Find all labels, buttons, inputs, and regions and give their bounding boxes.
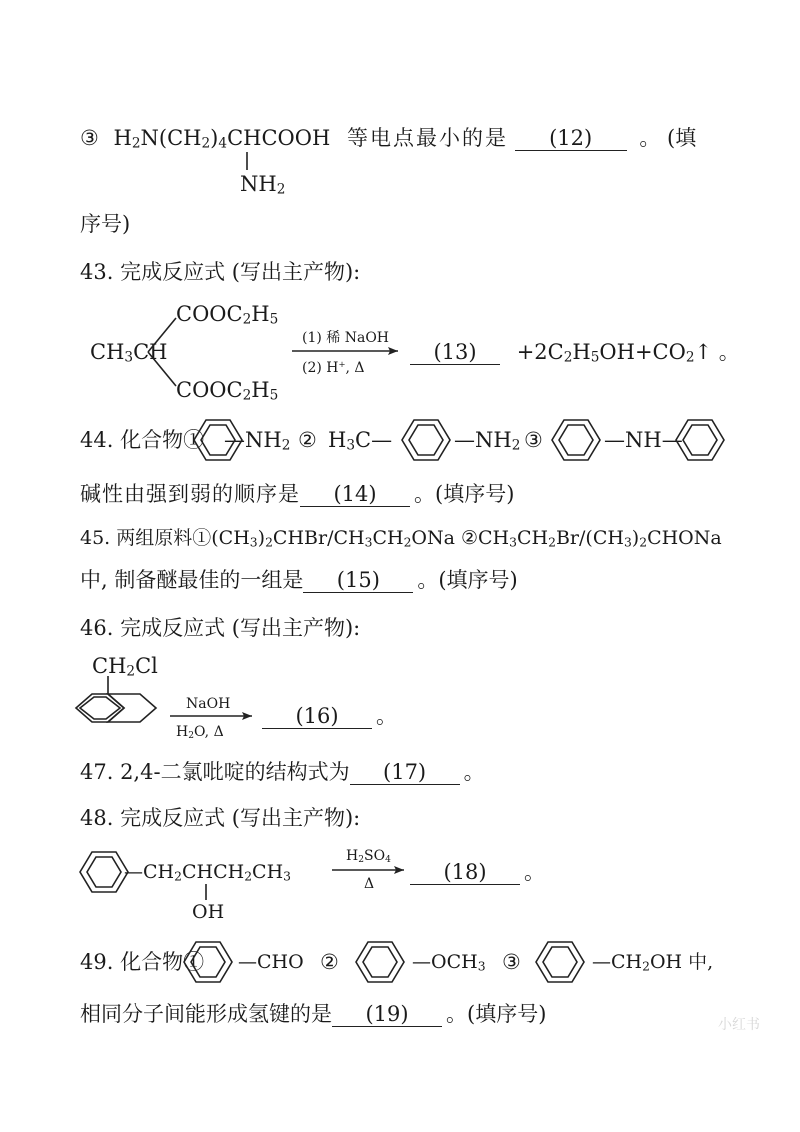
q48-condition-2: Δ	[364, 876, 375, 892]
q44-benzene-ring-3a	[552, 420, 600, 460]
q46-arrow	[170, 712, 252, 720]
q44-tail: 。(填序号)	[414, 482, 515, 506]
q48-benzene-ring	[80, 852, 128, 892]
q44-benzene-ring-1	[194, 420, 242, 460]
q46-condition-2: $H_2O$, Δ	[176, 724, 224, 741]
q44-benzene-ring-3b	[676, 420, 724, 460]
q44-line-2: 碱性由强到弱的顺序是 (14) 。(填序号)	[80, 482, 515, 506]
q42-answer-blank[interactable]: (12)	[515, 126, 627, 151]
q45-answer-blank[interactable]: (15)	[303, 568, 413, 593]
q42-tail: 。 (填	[639, 126, 697, 150]
q42-question: 等电点最小的是	[346, 126, 508, 150]
q49-benzene-ring-2	[356, 942, 404, 982]
q43-branch-bonds	[148, 318, 176, 386]
q48-oh: OH	[192, 901, 225, 923]
q46-answer-blank[interactable]: (16)	[262, 704, 372, 729]
q49-answer-blank[interactable]: (19)	[332, 1002, 442, 1027]
q43-products: $+2C_2H_5OH+CO_2↑$ 。	[516, 340, 740, 366]
q48-answer-blank[interactable]: (18)	[410, 860, 520, 885]
q48-condition-1: $H_2SO_4$	[346, 848, 391, 865]
q42-nh2: $NH_2$	[240, 172, 286, 198]
q49-benzene-ring-1	[184, 942, 232, 982]
q47-line: 47. 2,4-二氯吡啶的结构式为 (17) 。	[80, 760, 485, 784]
q47-tail: 。	[463, 760, 485, 784]
q49-tail: 。(填序号)	[446, 1002, 547, 1026]
q49-line-2: 相同分子间能形成氢键的是 (19) 。(填序号)	[80, 1002, 547, 1026]
q43-ester-top: $COOC_2H_5$	[176, 302, 279, 328]
q43-answer-blank[interactable]: (13)	[410, 340, 500, 365]
q47-answer-blank[interactable]: (17)	[350, 760, 460, 785]
q49-compound-3: $—CH_2OH$ 中,	[592, 951, 714, 974]
q46-tail: 。	[376, 704, 397, 728]
q44-benzene-ring-2	[402, 420, 450, 460]
q42-continuation: 序号)	[80, 212, 131, 236]
q44-number-2: ②	[298, 428, 317, 452]
q49-number-3: ③	[502, 950, 521, 974]
q45-tail: 。(填序号)	[417, 568, 518, 592]
q44-title: 44. 化合物①	[80, 428, 205, 452]
q45-line-2: 中, 制备醚最佳的一组是 (15) 。(填序号)	[80, 568, 518, 592]
q42-formula: $H_2N(CH_2)_4CHCOOH$	[113, 126, 331, 152]
q46-tetralin-structure	[76, 676, 156, 722]
q44-answer-blank[interactable]: (14)	[300, 482, 410, 507]
q48-chain: $—CH_2CHCH_2CH_3$	[124, 861, 292, 884]
q43-ch3ch: $CH_3CH$	[90, 340, 168, 366]
q49-compound-2: $—OCH_3$	[412, 951, 486, 974]
q44-number-3: ③	[524, 428, 543, 452]
q44-compound-3: —NH—	[604, 428, 683, 452]
q48-title: 48. 完成反应式 (写出主产物):	[80, 806, 361, 830]
q46-substituent: $CH_2Cl$	[92, 654, 158, 680]
q44-compound-2b: $—NH_2$	[454, 428, 521, 454]
q49-number-2: ②	[320, 950, 339, 974]
watermark: 小红书	[718, 1017, 760, 1033]
q45-title: 45. 两组原料$①(CH_3)_2CHBr/CH_3CH_2ONa$ $②CH_3CH_2Br/(CH_3)_2CHONa$	[80, 527, 722, 550]
q43-ester-bottom: $COOC_2H_5$	[176, 378, 279, 404]
q43-title: 43. 完成反应式 (写出主产物):	[80, 260, 361, 284]
q43-condition-2: (2) H+, Δ	[302, 358, 365, 376]
q44-compound-2a: $H_3C—$	[328, 428, 393, 454]
q46-title: 46. 完成反应式 (写出主产物):	[80, 616, 361, 640]
q49-benzene-ring-3	[536, 942, 584, 982]
q43-condition-1: (1) 稀 NaOH	[302, 330, 390, 346]
q44-compound-1: $—NH_2$	[224, 428, 291, 454]
q48-arrow	[332, 866, 404, 874]
q42-number: ③	[80, 126, 99, 150]
q43-arrow	[292, 347, 398, 355]
q46-condition-1: NaOH	[186, 696, 231, 712]
q49-compound-1: —CHO	[238, 951, 304, 973]
q49-title: 49. 化合物①	[80, 950, 205, 974]
q48-tail: 。	[524, 860, 545, 884]
